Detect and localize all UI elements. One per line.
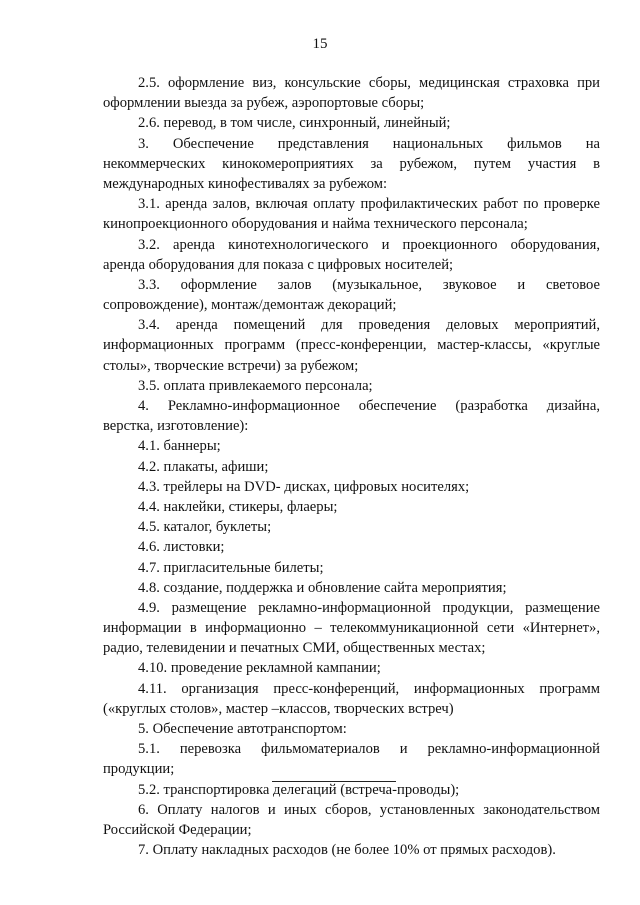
text-line: 5. Обеспечение автотранспортом: [138,721,347,737]
text-line: 2.6. перевод, в том числе, синхронный, линейный; [138,115,451,132]
text-line: продукции; [103,761,175,778]
text-line: 4. Рекламно-информационное обеспечение (разработка дизайна, [138,398,600,414]
text-line: 6. Оплату налогов и иных сборов, установленных законодательством [138,801,600,818]
text-line: 4.4. наклейки, стикеры, флаеры; [138,498,338,515]
text-line: 3. Обеспечение представления национальных фильмов на [138,135,600,152]
text-line: информационных программ (пресс-конференции, мастер-классы, «круглые [103,337,600,354]
text-line: («круглых столов», мастер –классов, творческих встреч) [103,700,454,717]
document-body [103,73,600,860]
text-line: информации в информационно – телекоммуникационной сети «Интернет», [103,620,600,637]
text-line: 4.5. каталог, буклеты; [138,519,272,536]
text-line: международных кинофестивалях за рубежом: [103,175,388,192]
text-line: 4.3. трейлеры на DVD- дисках, цифровых носителях; [138,478,470,495]
closing-rule [272,781,396,782]
text-line: 3.3. оформление залов (музыкальное, звуковое и световое [138,276,600,293]
text-line: кинопроекционного оборудования и найма технического персонала; [103,216,528,233]
text-line: 4.2. плакаты, афиши; [138,458,269,475]
text-line: 4.8. создание, поддержка и обновление сайта мероприятия; [138,579,507,596]
page-number: 15 [312,36,328,52]
text-line: 2.5. оформление виз, консульские сборы, медицинская страховка при [138,75,600,91]
text-line: 4.6. листовки; [138,539,225,556]
text-line: 3.1. аренда залов, включая оплату профилактических работ по проверке [138,196,600,213]
text-line: оформлении выезда за рубеж, аэропортовые сборы; [103,95,425,112]
text-line: 4.9. размещение рекламно-информационной продукции, размещение [138,599,600,616]
text-line: 4.7. пригласительные билеты; [138,559,324,576]
text-line: верстка, изготовление): [103,418,249,435]
text-line: сопровождение), монтаж/демонтаж декораций; [103,297,397,314]
text-line: 5.2. транспортировка делегаций (встреча-проводы); [138,781,460,798]
text-line: 7. Оплату накладных расходов (не более 10% от прямых расходов). [138,842,556,859]
text-line: 3.2. аренда кинотехнологического и проекционного оборудования, [138,236,600,253]
text-line: некоммерческих кинокомероприятиях за рубежом, путем участия в [103,155,600,172]
text-line: 3.5. оплата привлекаемого персонала; [138,377,373,394]
text-line: 3.4. аренда помещений для проведения деловых мероприятий, [138,317,600,334]
text-line: столы», творческие встречи) за рубежом; [103,357,359,374]
text-line: 4.1. баннеры; [138,438,221,455]
text-line: 4.10. проведение рекламной кампании; [138,660,381,677]
text-line: Российской Федерации; [103,821,252,838]
text-line: 5.1. перевозка фильмоматериалов и рекламно-информационной [138,741,600,758]
text-line: аренда оборудования для показа с цифровых носителей; [103,256,454,273]
text-line: 4.11. организация пресс-конференций, информационных программ [138,680,600,697]
text-line: радио, телевидении и печатных СМИ, общественных местах; [103,640,486,657]
